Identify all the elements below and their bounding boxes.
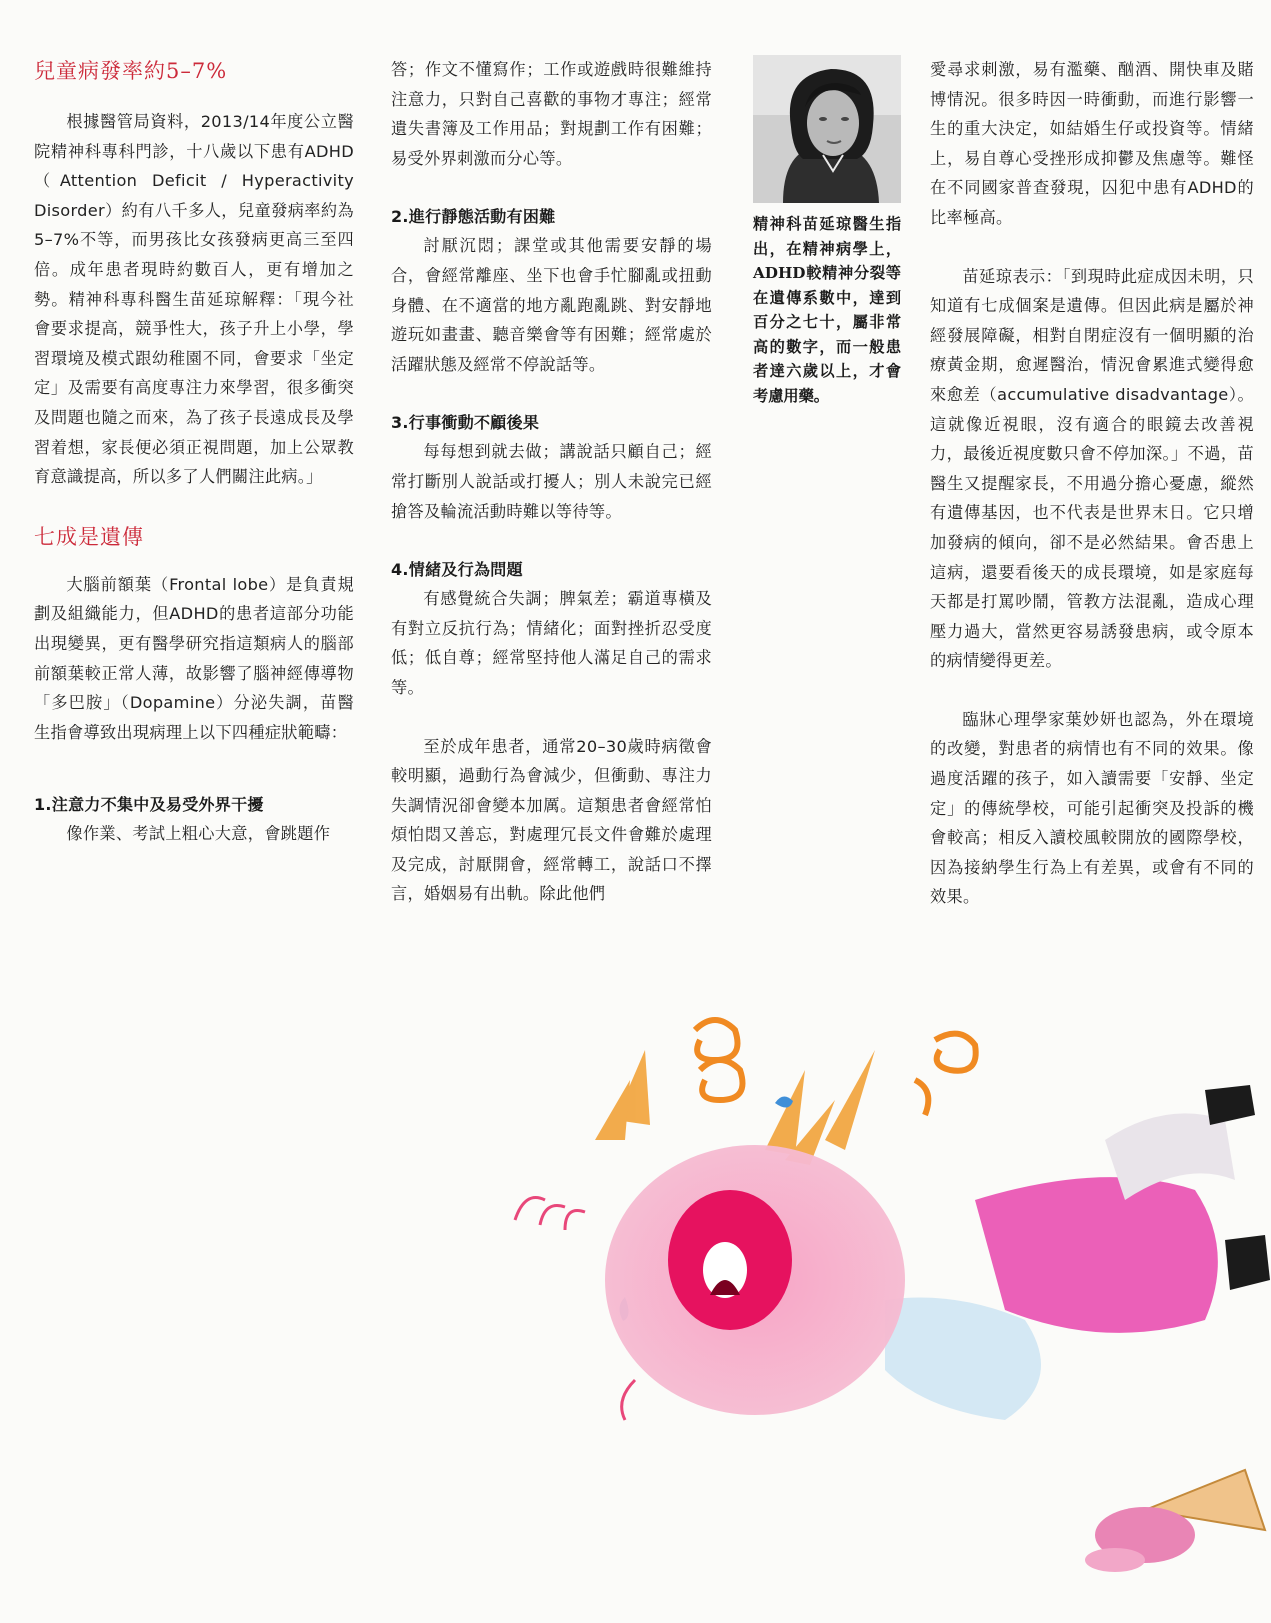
symptom-heading-2: 2.進行靜態活動有困難 — [391, 207, 556, 227]
paragraph-adult-cont: 愛尋求刺激，易有濫藥、酗酒、開快車及賭博情況。很多時因一時衝動，而進行影響一生的重大決定，如結婚生仔或投資等。情緒上，易自尊心受挫形成抑鬱及焦慮等。難怪在不同國家普查發現，囚犯中患有ADHD的比率極高。 — [930, 60, 1254, 227]
paragraph-frontal-lobe: 大腦前額葉（Frontal lobe）是負責規劃及組織能力，但ADHD的患者這部分功能出現變異，更有醫學研究指這類病人的腦部前額葉較正常人薄，故影響了腦神經傳導物「多巴胺」（Dopamine）分泌失調，苗醫生指會導致出現病理上以下四種症狀範疇： — [34, 574, 354, 742]
paragraph-adult-patients: 至於成年患者，通常20–30歲時病徵會較明顯，過動行為會減少，但衝動、專注力失調情況卻會變本加厲。這類患者會經常怕煩怕悶又善忘，對處理冗長文件會難於處理及完成，討厭開會，經常轉工，說話口不擇言，婚姻易有出軌。除此他們 — [391, 736, 712, 904]
column-4 — [930, 55, 1254, 912]
symptom-heading-4: 4.情緒及行為問題 — [391, 560, 523, 580]
doctor-photo — [753, 55, 901, 203]
symptom-heading-1: 1.注意力不集中及易受外界干擾 — [34, 795, 264, 815]
paragraph-environment: 臨牀心理學家葉妙妍也認為，外在環境的改變，對患者的病情也有不同的效果。像過度活躍的孩子，如入讀需要「安靜、坐定定」的傳統學校，可能引起衝突及投訴的機會較高；相反入讀校風較開放的國際學校，因為接納學生行為上有差異，或會有不同的效果。 — [930, 709, 1254, 907]
symptom-text-1: 像作業、考試上粗心大意，會跳題作 — [66, 824, 331, 844]
column-1 — [34, 55, 354, 849]
paragraph-cause: 苗延琼表示：「到現時此症成因未明，只知道有七成個案是遺傳。但因此病是屬於神經發展障礙，相對自閉症沒有一個明顯的治療黃金期，愈遲醫治，情況會累進式變得愈來愈差（accumulative disadvantage）。這就像近視眼，沒有適合的眼鏡去改善視力，最後近視度數只會不停加深。」不過，苗醫生又提醒家長，不用過分擔心憂慮，縱然有遺傳基因，也不代表是世界末日。它只增加發病的傾向，卻不是必然結果。會否患上這病，還要看後天的成長環境，如是家庭每天都是打罵吵鬧，管教方法混亂，造成心理壓力過大，當然更容易誘發患病，或令原本的病情變得更差。 — [930, 266, 1254, 671]
paragraph-incidence: 根據醫管局資料，2013/14年度公立醫院精神科專科門診，十八歲以下患有ADHD（Attention Deficit / Hyperactivity Disorder）約有八千多人，兒童發病率約為5–7%不等，而男孩比女孩發病更高三至四倍。成年患者現時約數百人，更有增加之勢。精神科專科醫生苗延琼解釋：「現今社會要求提高，競爭性大，孩子升上小學，學習環境及模式跟幼稚園不同，會要求「坐定定」及需要有高度專注力來學習，很多衝突及問題也隨之而來，為了孩子長遠成長及學習着想，家長便必須正視問題，加上公眾教育意識提高，所以多了人們關注此病。」 — [34, 112, 354, 487]
section-heading-genetics: 七成是遺傳 — [34, 524, 144, 549]
symptom-text-4: 有感覺統合失調；脾氣差；霸道專橫及有對立反抗行為；情緒化；面對挫折忍受度低；低自尊；經常堅持他人滿足自己的需求等。 — [391, 589, 712, 697]
column-2 — [391, 55, 712, 909]
symptom-heading-3: 3.行事衝動不顧後果 — [391, 413, 540, 433]
symptom-text-2: 討厭沉悶；課堂或其他需要安靜的場合，會經常離座、坐下也會手忙腳亂或扭動身體、在不適當的地方亂跑亂跳、對安靜地遊玩如畫畫、聽音樂會等有困難；經常處於活躍狀態及經常不停說話等。 — [391, 236, 712, 374]
photo-caption: 精神科苗延琼醫生指出，在精神病學上，ADHD較精神分裂等在遺傳系數中，達到百分之七十，屬非常高的數字，而一般患者達六歲以上，才會考慮用藥。 — [753, 215, 901, 405]
section-heading-incidence: 兒童病發率約5–7% — [34, 59, 228, 83]
symptom-text-3: 每每想到就去做；講說話只顧自己；經常打斷別人說話或打擾人；別人未說完已經搶答及輪流活動時難以等待等。 — [391, 442, 712, 521]
crying-child-illustration — [505, 990, 1271, 1619]
symptom-text-1-cont: 答；作文不懂寫作；工作或遊戲時很難維持注意力，只對自己喜歡的事物才專注；經常遺失書簿及工作用品；對規劃工作有困難；易受外界刺激而分心等。 — [391, 60, 712, 168]
